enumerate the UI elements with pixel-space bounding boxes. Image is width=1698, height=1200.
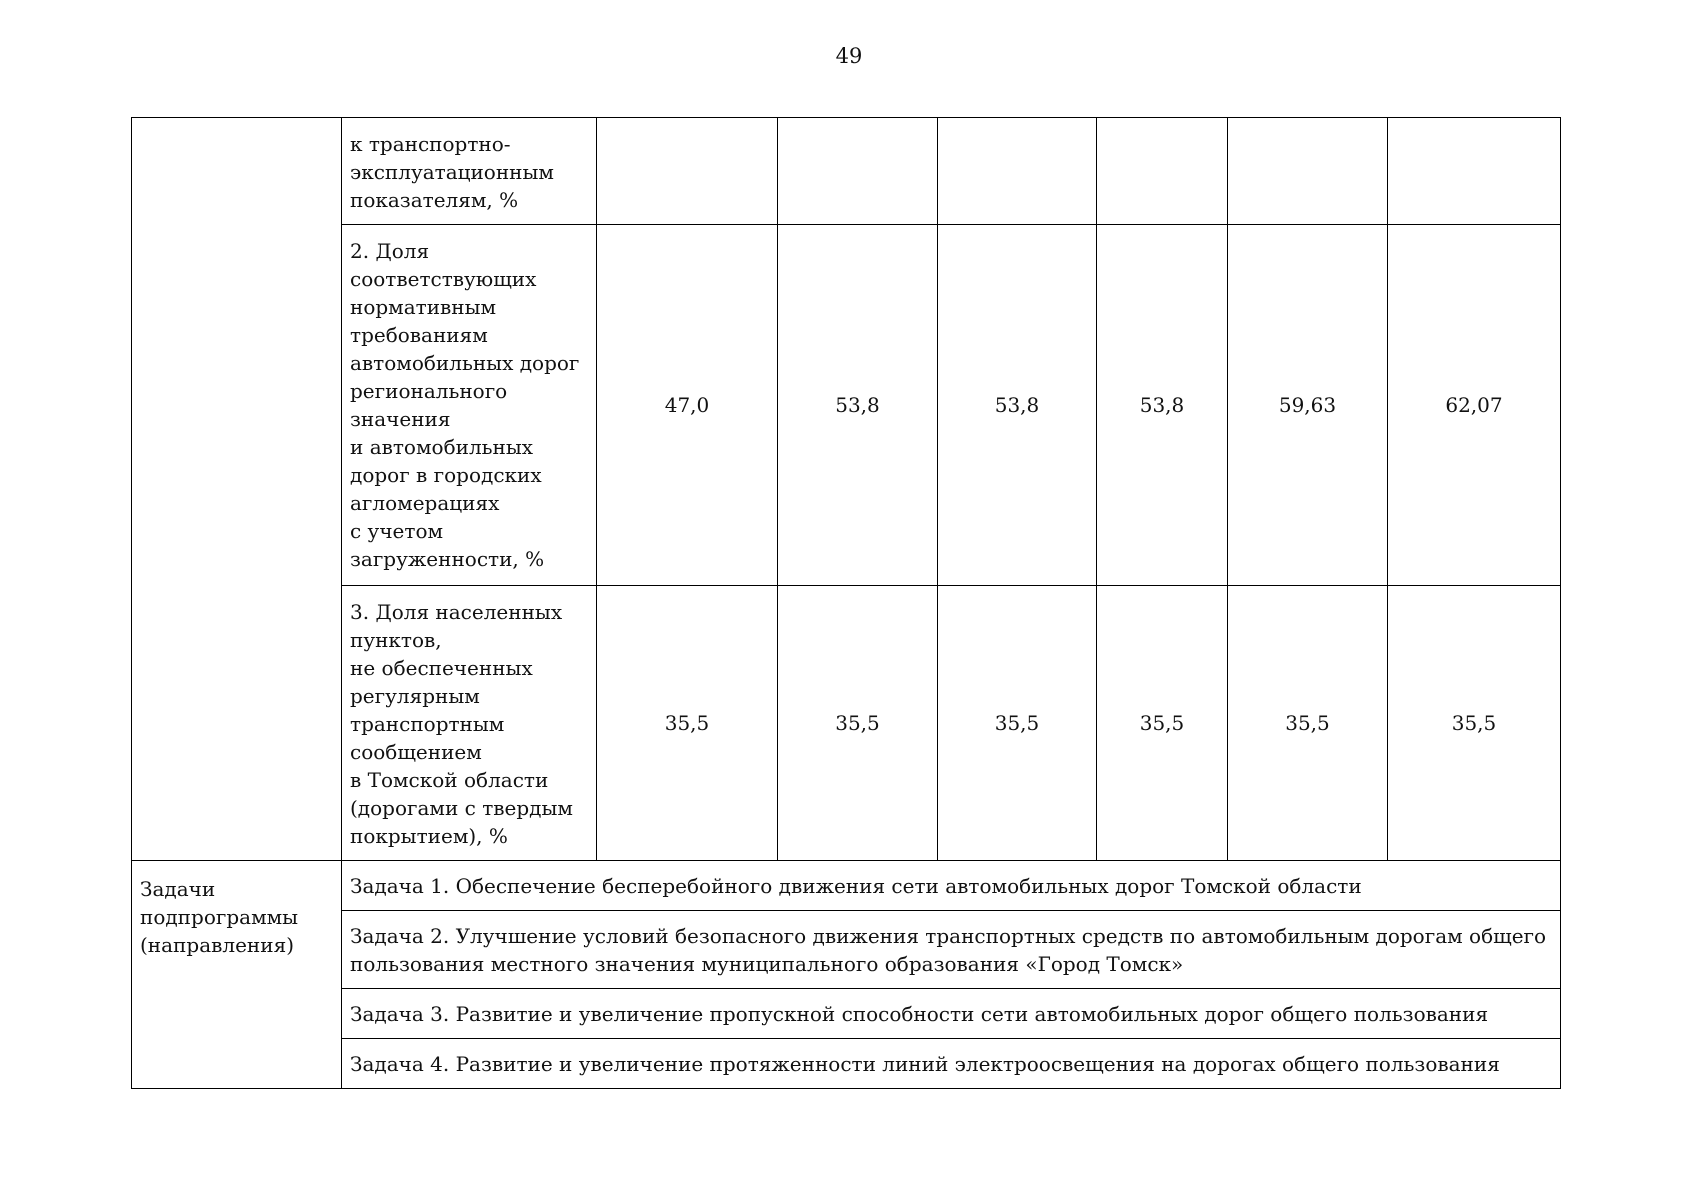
value-cell: 53,8 — [1097, 225, 1228, 586]
task-item: Задача 4. Развитие и увеличение протяженности линий электроосвещения на дорогах общего пользования — [342, 1039, 1561, 1089]
indicator-text: 3. Доля населенных пунктов, не обеспеченных регулярным транспортным сообщением в Томской области (дорогами с твердым покрытием), % — [350, 600, 573, 848]
indicator-name — [342, 118, 597, 225]
indicator-text: к транспортно- эксплуатационным показателям, % — [350, 132, 554, 212]
table-row — [132, 586, 1561, 861]
indicators-table — [131, 117, 1561, 1089]
value-cell: 62,07 — [1388, 225, 1561, 586]
value-cell — [1097, 118, 1228, 225]
value-cell — [1388, 118, 1561, 225]
task-item: Задача 2. Улучшение условий безопасного движения транспортных средств по автомобильным дорогам общего пользования местного значения муниципального образования «Город Томск» — [342, 911, 1561, 989]
table-row — [132, 989, 1561, 1039]
value-cell: 35,5 — [1388, 586, 1561, 861]
value-cell: 35,5 — [1097, 586, 1228, 861]
value-cell: 47,0 — [597, 225, 778, 586]
tasks-label-cell — [132, 861, 342, 1089]
indicator-name — [342, 225, 597, 586]
value-cell — [1228, 118, 1388, 225]
value-cell — [938, 118, 1097, 225]
table-row — [132, 225, 1561, 586]
value-cell: 35,5 — [597, 586, 778, 861]
tasks-label: Задачи подпрограммы (направления) — [140, 877, 299, 957]
value-cell: 35,5 — [1228, 586, 1388, 861]
table-row — [132, 911, 1561, 989]
table-row — [132, 118, 1561, 225]
value-cell: 59,63 — [1228, 225, 1388, 586]
task-item: Задача 3. Развитие и увеличение пропускной способности сети автомобильных дорог общего пользования — [342, 989, 1561, 1039]
table-row — [132, 861, 1561, 911]
empty-label-cell — [132, 118, 342, 861]
table-row — [132, 1039, 1561, 1089]
value-cell: 35,5 — [778, 586, 938, 861]
task-item: Задача 1. Обеспечение бесперебойного движения сети автомобильных дорог Томской области — [342, 861, 1561, 911]
value-cell: 35,5 — [938, 586, 1097, 861]
value-cell: 53,8 — [778, 225, 938, 586]
value-cell — [778, 118, 938, 225]
indicator-name — [342, 586, 597, 861]
indicator-text: 2. Доля соответствующих нормативным требованиям автомобильных дорог регионального значения и автомобильных дорог в городских агломерациях с учетом загруженности, % — [350, 239, 580, 571]
value-cell — [597, 118, 778, 225]
value-cell: 53,8 — [938, 225, 1097, 586]
page-number: 49 — [835, 44, 863, 68]
